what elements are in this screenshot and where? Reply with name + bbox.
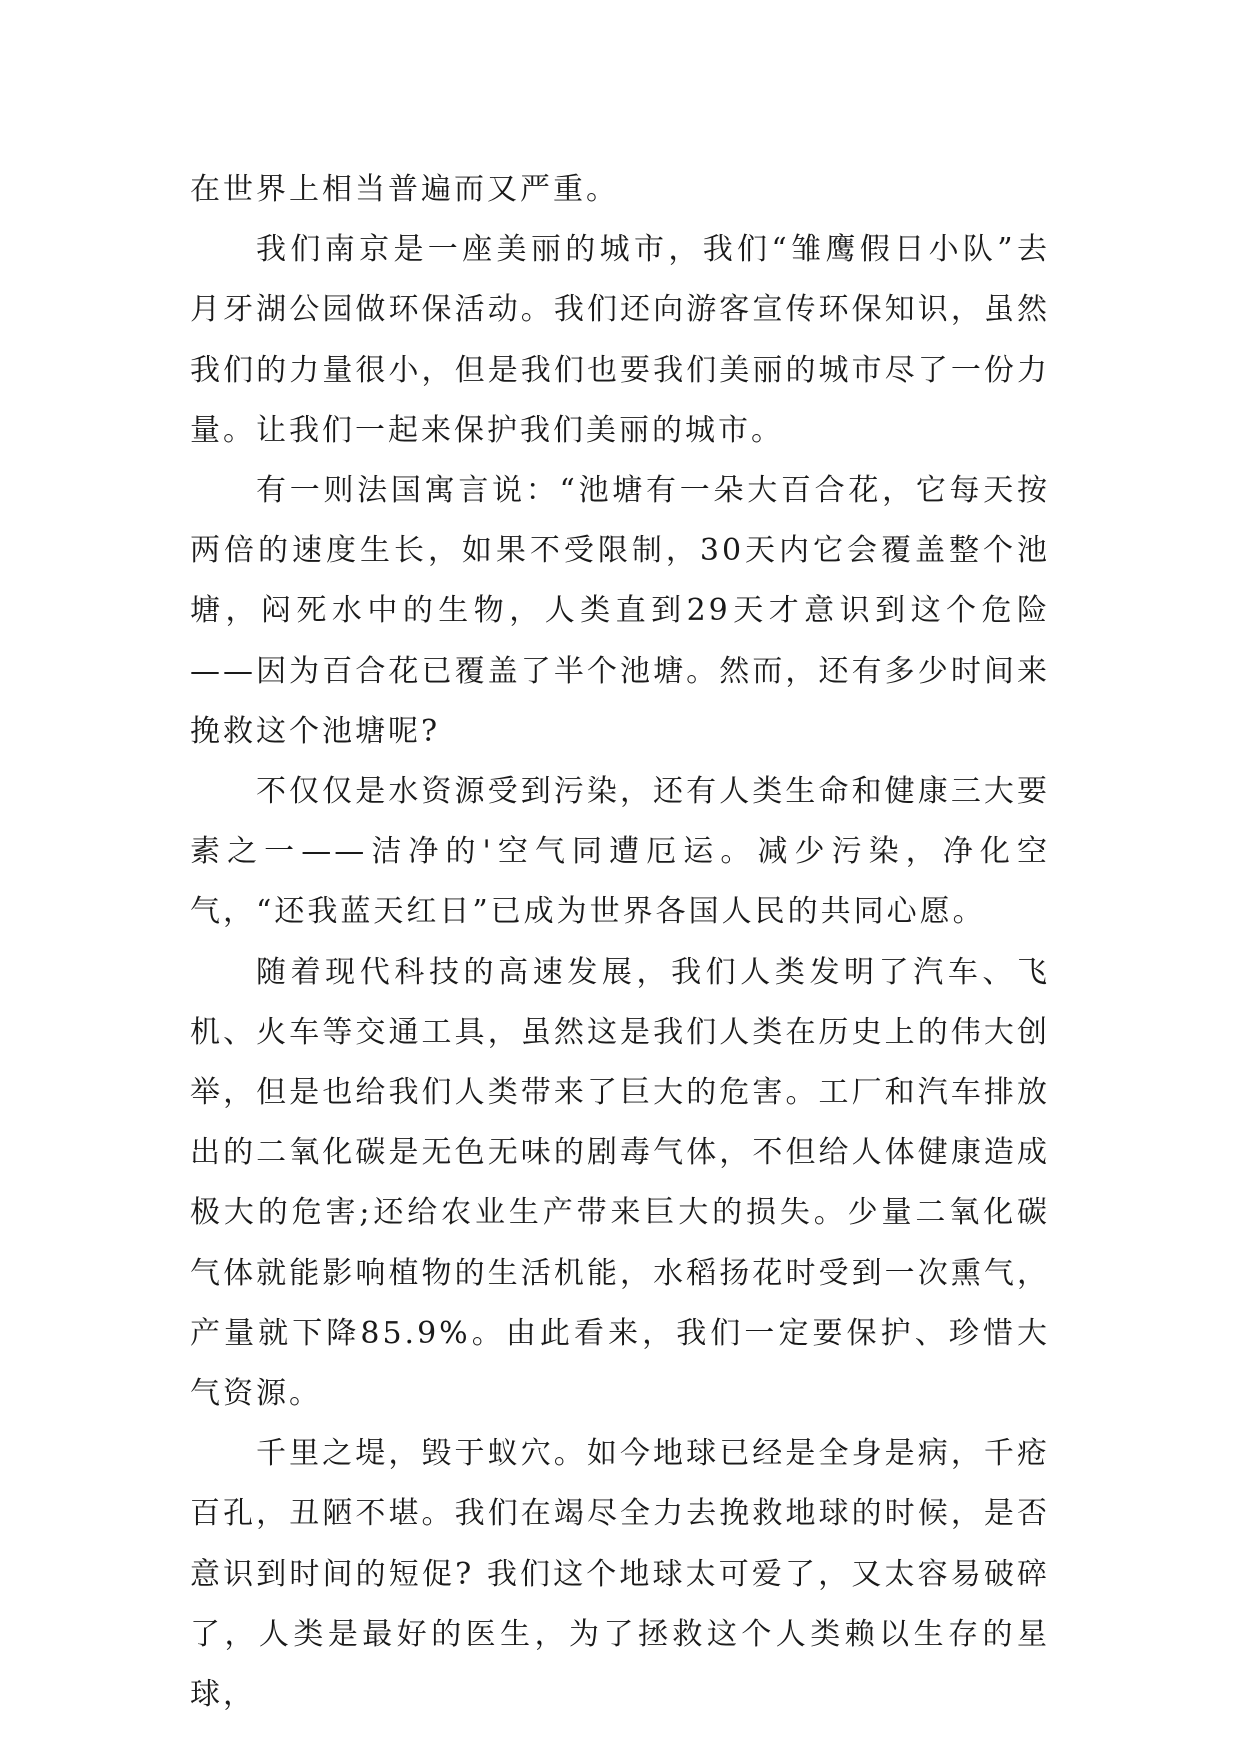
paragraph-4: 不仅仅是水资源受到污染，还有人类生命和健康三大要素之一——洁净的'空气同遭厄运。减少污染，净化空气，“还我蓝天红日”已成为世界各国人民的共同心愿。 <box>190 774 1050 930</box>
paragraph-1: 在世界上相当普遍而又严重。 <box>190 172 619 207</box>
paragraph-6: 千里之堤，毁于蚁穴。如今地球已经是全身是病，千疮百孔，丑陋不堪。我们在竭尽全力去挽救地球的时候，是否意识到时间的短促? 我们这个地球太可爱了，又太容易破碎了，人类是最好的医生，为了拯救这个人类赖以生存的星球， <box>190 1436 1050 1713</box>
paragraph-3: 有一则法国寓言说：“池塘有一朵大百合花，它每天按两倍的速度生长，如果不受限制，30天内它会覆盖整个池塘，闷死水中的生物，人类直到29天才意识到这个危险——因为百合花已覆盖了半个池塘。然而，还有多少时间来挽救这个池塘呢? <box>190 473 1050 749</box>
paragraph-2: 我们南京是一座美丽的城市，我们“雏鹰假日小队”去月牙湖公园做环保活动。我们还向游客宣传环保知识，虽然我们的力量很小，但是我们也要我们美丽的城市尽了一份力量。让我们一起来保护我们美丽的城市。 <box>190 232 1050 448</box>
paragraph-5: 随着现代科技的高速发展，我们人类发明了汽车、飞机、火车等交通工具，虽然这是我们人类在历史上的伟大创举，但是也给我们人类带来了巨大的危害。工厂和汽车排放出的二氧化碳是无色无味的剧毒气体，不但给人体健康造成极大的危害;还给农业生产带来巨大的损失。少量二氧化碳气体就能影响植物的生活机能，水稻扬花时受到一次熏气，产量就下降85.9%。由此看来，我们一定要保护、珍惜大气资源。 <box>190 954 1050 1412</box>
document-body <box>190 160 1050 1725</box>
